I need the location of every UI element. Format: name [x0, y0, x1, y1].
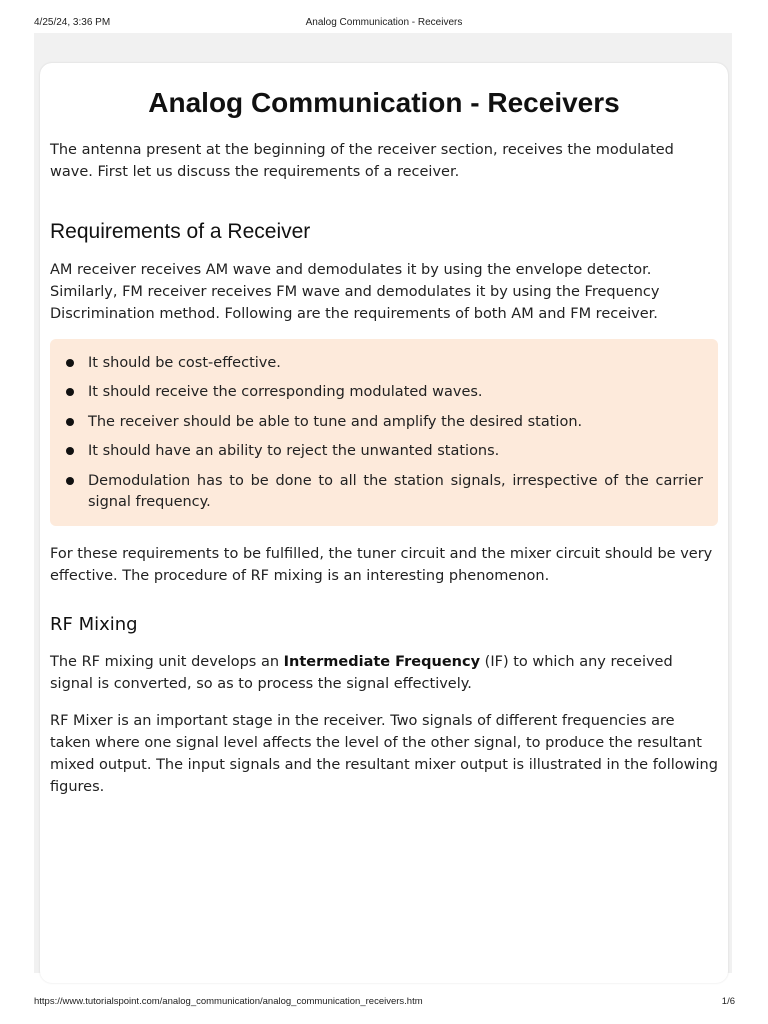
bullet-icon	[66, 447, 74, 455]
bullet-icon	[66, 359, 74, 367]
print-page-title: Analog Communication - Receivers	[305, 17, 463, 28]
rf-mixing-heading: RF Mixing	[50, 613, 138, 635]
bullet-icon	[66, 418, 74, 426]
rf-mixing-paragraph-2: RF Mixer is an important stage in the receiver. Two signals of different frequencies are taken where one signal level affects the level of the other signal, to produce the resultant mixed output. The input signals and the resultant mixer output is illustrated in the following figures.	[50, 712, 718, 795]
print-datetime: 4/25/24, 3:36 PM	[34, 17, 111, 28]
rf-mixing-text-before: The RF mixing unit develops an	[50, 653, 284, 670]
intermediate-frequency-term: Intermediate Frequency	[283, 653, 481, 670]
list-item	[65, 412, 703, 433]
bullet-icon	[66, 477, 74, 485]
print-header	[0, 0, 768, 33]
list-item	[65, 471, 703, 513]
rf-mixing-paragraph-1	[50, 651, 718, 695]
rf-mixing-text-after: (IF) to which any received signal is converted, so as to process the signal effectively.	[50, 653, 673, 692]
print-url: https://www.tutorialspoint.com/analog_communication/analog_communication_receivers.htm	[34, 996, 423, 1007]
list-item	[65, 382, 703, 403]
article-title: Analog Communication - Receivers	[148, 87, 620, 118]
list-item	[65, 441, 703, 462]
intro-paragraph: The antenna present at the beginning of the receiver section, receives the modulated wave. First let us discuss the requirements of a receiver.	[50, 142, 674, 180]
requirements-paragraph: AM receiver receives AM wave and demodulates it by using the envelope detector. Similarly, FM receiver receives FM wave and demodulates it by using the Frequency Discrimination method. Following are the requirements of both AM and FM receiver.	[50, 262, 660, 322]
list-item-text: Demodulation has to be done to all the station signals, irrespective of the carrier signal frequency.	[88, 472, 703, 510]
list-item-text: The receiver should be able to tune and amplify the desired station.	[88, 413, 583, 430]
list-item-text: It should be cost-effective.	[88, 355, 281, 371]
print-footer	[0, 990, 768, 1024]
list-item-text: It should have an ability to reject the unwanted stations.	[88, 443, 500, 460]
print-page-number: 1/6	[721, 996, 735, 1007]
requirements-list	[65, 353, 703, 513]
requirements-list-box	[50, 339, 718, 526]
requirements-followup-paragraph: For these requirements to be fulfilled, the tuner circuit and the mixer circuit should be very effective. The procedure of RF mixing is an interesting phenomenon.	[50, 545, 713, 584]
list-item-text: It should receive the corresponding modulated waves.	[88, 384, 483, 401]
article-content	[50, 86, 718, 798]
bullet-icon	[66, 388, 74, 396]
list-item	[65, 353, 703, 374]
requirements-heading: Requirements of a Receiver	[50, 220, 311, 243]
